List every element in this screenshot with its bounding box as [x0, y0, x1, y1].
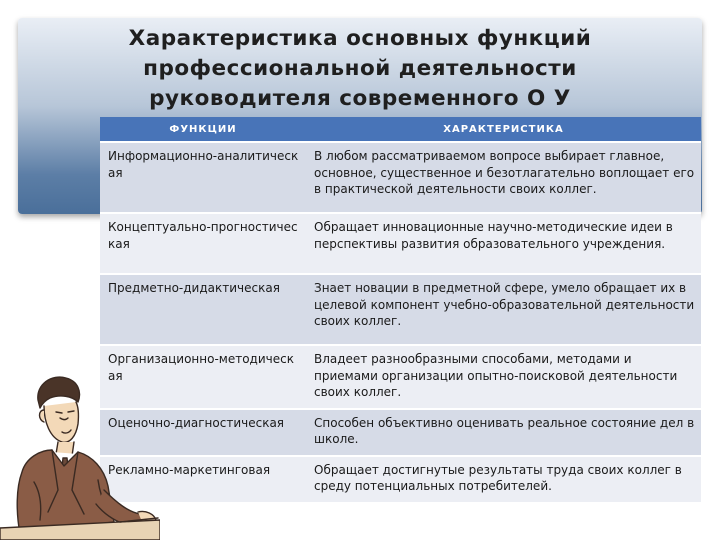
function-cell: Концептуально-прогностическая — [100, 213, 306, 274]
table-row — [100, 213, 701, 274]
description-cell: Обращает инновационные научно-методические идеи в перспективы развития образовательного учреждения. — [306, 213, 701, 274]
table-row — [100, 456, 701, 503]
function-cell: Информационно-аналитическая — [100, 142, 306, 213]
function-cell: Рекламно-маркетинговая — [100, 456, 306, 503]
table-row — [100, 274, 701, 345]
function-cell: Оценочно-диагностическая — [100, 409, 306, 456]
functions-table — [100, 117, 701, 504]
page-title: Характеристика основных функций профессиональной деятельности руководителя современного О У — [128, 26, 592, 111]
table-row — [100, 142, 701, 213]
man-at-desk-clipart — [0, 362, 160, 540]
table-header-row — [100, 117, 701, 142]
description-cell: В любом рассматриваемом вопросе выбирает главное, основное, существенное и безотлагательно воплощает его в практической деятельности своих коллег. — [306, 142, 701, 213]
function-cell: Организационно-методическая — [100, 345, 306, 409]
table-row — [100, 409, 701, 456]
table-row — [100, 345, 701, 409]
description-cell: Способен объективно оценивать реальное состояние дел в школе. — [306, 409, 701, 456]
column-header-characteristic: ХАРАКТЕРИСТИКА — [306, 117, 701, 142]
description-cell: Владеет разнообразными способами, методами и приемами организации опытно-поисковой деятельности своих коллег. — [306, 345, 701, 409]
column-header-functions: ФУНКЦИИ — [100, 117, 306, 142]
function-cell: Предметно-дидактическая — [100, 274, 306, 345]
description-cell: Знает новации в предметной сфере, умело обращает их в целевой компонент учебно-образовательной деятельности своих коллег. — [306, 274, 701, 345]
description-cell: Обращает достигнутые результаты труда своих коллег в среду потенциальных потребителей. — [306, 456, 701, 503]
